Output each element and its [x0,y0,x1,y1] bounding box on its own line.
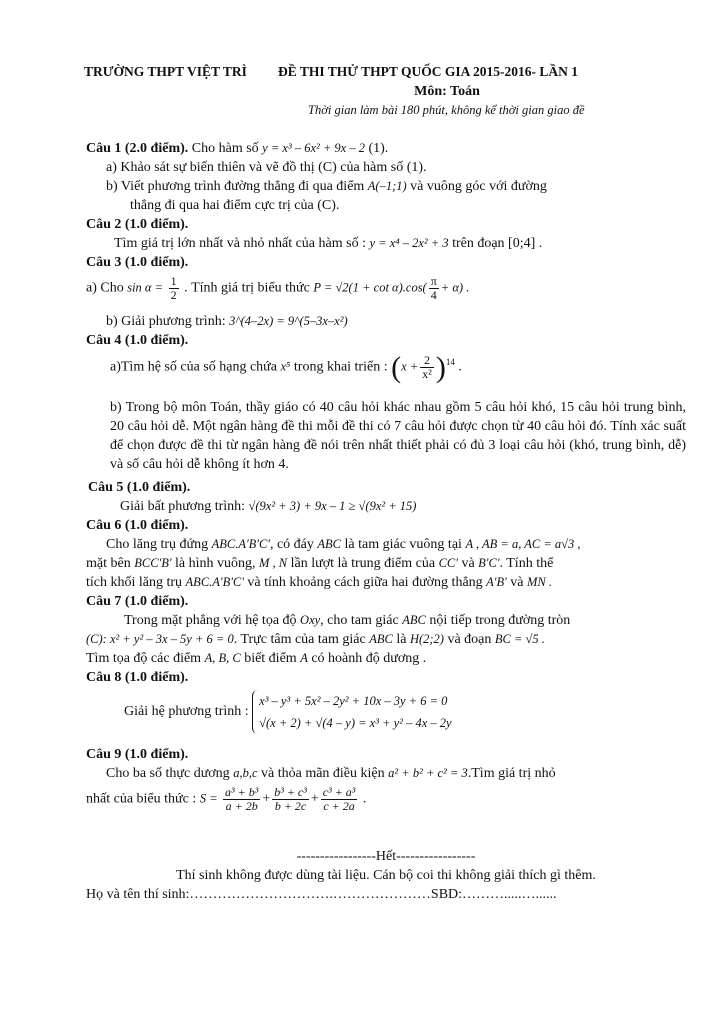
q4-a-exponent: 14 [445,357,455,367]
q3-a-prefix: a) Cho [86,280,124,296]
q7-label: Câu 7 (1.0 điểm). [86,594,189,609]
q4-label: Câu 4 (1.0 điểm). [86,333,189,348]
footer-separator: -----------------Hết----------------- [296,849,476,864]
q4-a-prefix: a)Tìm hệ số của số hạng chứa [110,359,277,375]
q3-part-a [86,272,686,312]
q1-part-a: a) Khảo sát sự biến thiên và vẽ đồ thị (C) của hàm số (1). [106,160,427,175]
q7-line3: Tìm tọa độ các điểm A, B, C biết điểm A có hoành độ dương . [86,651,427,666]
q2-function: y = x⁴ – 2x² + 3 [369,236,449,250]
q4-a-fraction: $\frac{2}{\text{x²}}$ [422,352,432,381]
q1-intro: Cho hàm số [191,141,259,156]
q3-a-sin: sin α = [127,280,164,295]
q6-line3: tích khối lăng trụ ABC.A'B'C' và tính khoảng cách giữa hai đường thẳng A'B' và MN . [86,575,553,590]
q3-b-expr: 3^(4–2x) = 9^(5–3x–x²) [229,314,348,328]
q3-a-mid: . Tính giá trị biểu thức [184,280,310,296]
candidate-name-line: Họ và tên thí sinh:………………………….…………………SBD:……….....…...... [86,887,557,902]
q1-b-text1: b) Viết phương trình đường thẳng đi qua điểm [106,179,365,194]
q1-b-point: A(–1;1) [367,179,407,193]
q3-a-fraction: $\frac{1}{2}$ [170,274,177,302]
q5-text [86,497,686,516]
q2-tail: trên đoạn [0;4] . [452,236,543,251]
q7-line1: Trong mặt phẳng với hệ tọa độ Oxy, cho tam giác ABC nội tiếp trong đường tròn [124,613,571,628]
subject: Môn: Toán [414,84,480,99]
q4-part-a: a)Tìm hệ số của số hạng chứa x⁵ trong khai triển : (x + $\frac{2}{\text{x²}}$ )$^{14}$ . [110,350,462,384]
school-name: TRƯỜNG THPT VIỆT TRÌ [84,64,247,79]
q2-text-main: Tìm giá trị lớn nhất và nhỏ nhất của hàm số : [114,236,366,251]
q7-line2: (C): x² + y² – 3x – 5y + 6 = 0. Trực tâm của tam giác ABC là H(2;2) và đoạn BC = √5 . [86,632,545,647]
q1-b-text2: và vuông góc với đường [410,179,547,194]
q6-label: Câu 6 (1.0 điểm). [86,518,189,533]
q9-frac2: $\frac{\text{b³ + c³}}{b + 2c}$ [274,785,307,813]
q9-line2: nhất của biểu thức : S = $\frac{\text{a³ + b³}}{a + 2b}$ + $\frac{\text{b³ + c³}}{b + 2c}$ + $\frac{\text{c³ + a³}}{c + 2a}$ . [86,785,367,813]
q8-label: Câu 8 (1.0 điểm). [86,670,189,685]
q4-a-term: x⁵ [280,359,291,374]
q9-line1: Cho ba số thực dương a,b,c và thỏa mãn điều kiện a² + b² + c² = 3.Tìm giá trị nhỏ [106,766,556,781]
q4-part-b: b) Trong bộ môn Toán, thầy giáo có 40 câu hỏi khác nhau gồm 5 câu hỏi khó, 15 câu hỏi trung bình, 20 câu hỏi dễ. Một ngân hàng đề thi mỗi đề thi có 7 câu hỏi được chọn từ 40 câu hỏi đó. Tính xác suất để chọn được đề thi từ ngân hàng đề nói trên nhất thiết phải có đủ 3 loại câu hỏi (khó, trung bình, dễ) và số câu hỏi dễ không ít hơn 4. [110,400,686,472]
q3-label: Câu 3 (1.0 điểm). [86,255,189,270]
q2-text [86,234,686,253]
footer-note: Thí sinh không được dùng tài liệu. Cán bộ coi thi không giải thích gì thêm. [176,868,596,883]
q4-a-end: . [458,359,462,375]
q1-part-b-cont: thẳng đi qua hai điểm cực trị của (C). [130,198,340,213]
q8-system [86,687,686,745]
q4-a-x: x + [401,359,419,374]
q4-a-mid: trong khai triển : [293,359,388,375]
q8-eq2: √(x + 2) + √(4 – y) = x³ + y² – 4x – 2y [259,716,452,730]
q8-text: Giải hệ phương trình : [124,704,249,720]
q5-text-main: Giải bất phương trình: [120,499,246,514]
q5-label: Câu 5 (1.0 điểm). [88,480,191,495]
q5-expr: √(9x² + 3) + 9x – 1 ≥ √(9x² + 15) [248,499,417,513]
exam-title: ĐỀ THI THỬ THPT QUỐC GIA 2015-2016- LẦN 1 [278,64,579,79]
q1-part-b [86,177,686,196]
q3-a-pi-fraction: $\frac{\pi}{4}$ [430,274,437,302]
q9-frac3: $\frac{\text{c³ + a³}}{c + 2a}$ [322,785,356,813]
q3-a-expr: P = √2(1 + cot α).cos( [313,280,427,295]
q8-equations [252,690,451,734]
q8-eq1: x³ – y³ + 5x² – 2y² + 10x – 3y + 6 = 0 [259,694,448,708]
q1-tag: (1). [368,141,389,156]
q9-label: Câu 9 (1.0 điểm). [86,747,189,762]
q6-line1: Cho lăng trụ đứng ABC.A'B'C', có đáy ABC là tam giác vuông tại A , AB = a, AC = a√3 , [106,537,581,552]
time-note: Thời gian làm bài 180 phút, không kể thời gian giao đề [308,103,585,117]
q1-label: Câu 1 (2.0 điểm). [86,141,189,156]
q3-a-end: + α) . [440,280,470,295]
q3-b-prefix: b) Giải phương trình: [106,314,226,329]
q3-part-b [86,312,686,331]
q2-label: Câu 2 (1.0 điểm). [86,217,189,232]
q1-header [86,139,686,158]
exam-content [86,139,686,904]
q1-function: y = x³ – 6x² + 9x – 2 [262,141,365,155]
q6-line2: mặt bên BCC'B' là hình vuông, M , N lần lượt là trung điểm của CC' và B'C'. Tính thể [86,556,554,571]
q9-frac1: $\frac{\text{a³ + b³}}{a + 2b}$ [225,785,259,813]
